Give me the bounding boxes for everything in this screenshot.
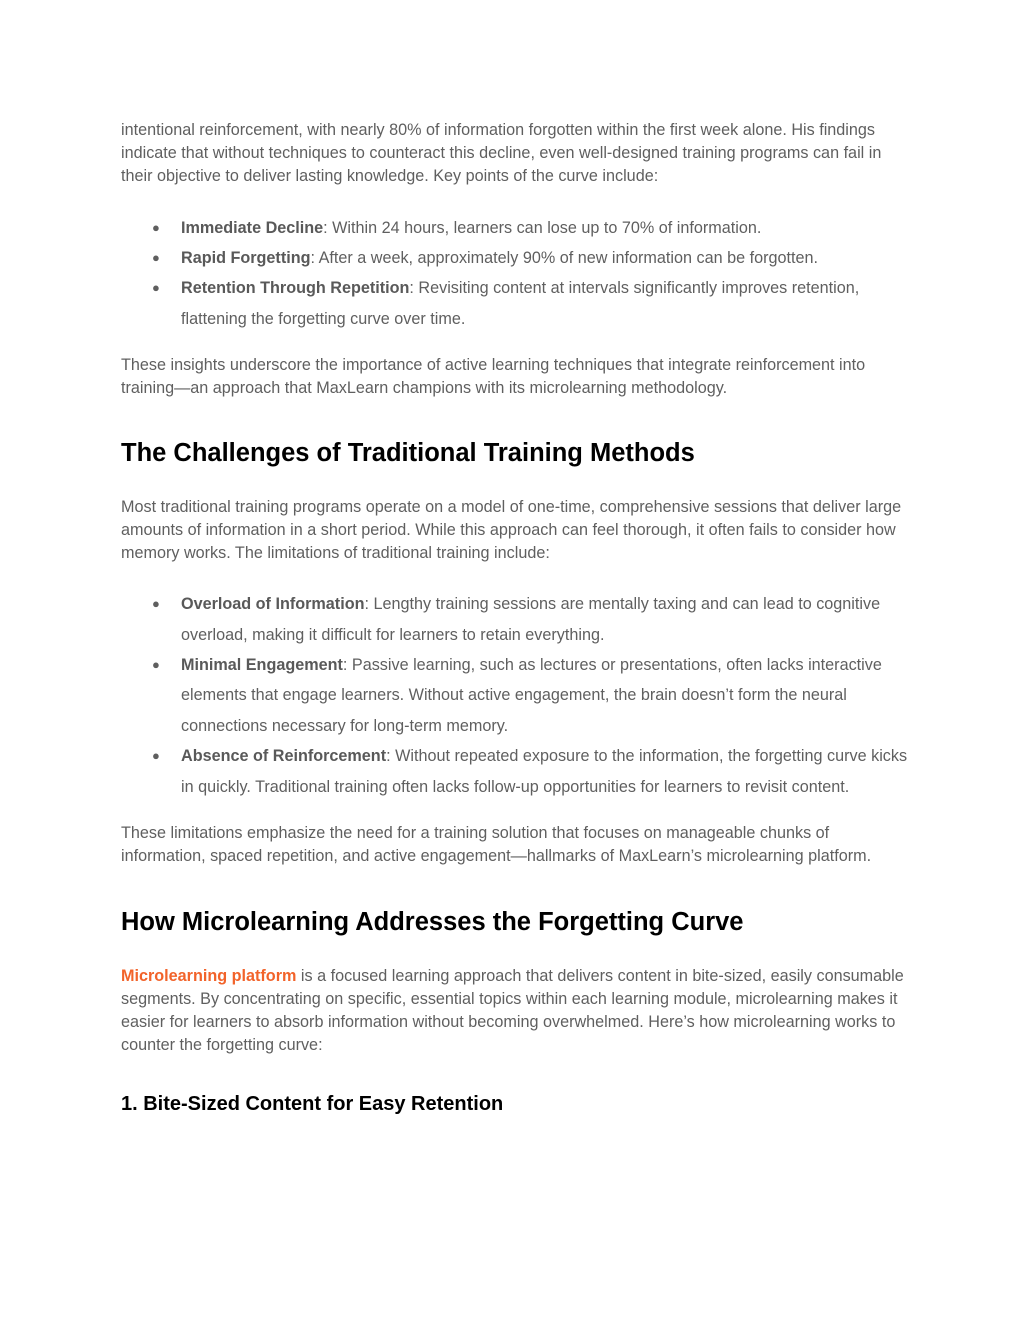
bullet-term: Rapid Forgetting bbox=[181, 249, 311, 268]
bullet-term: Minimal Engagement bbox=[181, 656, 343, 675]
bite-sized-subheading: 1. Bite-Sized Content for Easy Retention bbox=[121, 1093, 504, 1116]
challenges-bullet-list bbox=[121, 589, 911, 802]
intro-paragraph: intentional reinforcement, with nearly 80% of information forgotten within the first week alone. His findings indicate that without techniques to counteract this decline, even well-designed training programs can fail in their objective to deliver lasting knowledge. Key points of the curve include: bbox=[121, 121, 882, 186]
bullet-term: Overload of Information bbox=[181, 595, 365, 614]
bullet-icon: ● bbox=[152, 250, 160, 266]
bullet-icon: ● bbox=[152, 748, 160, 764]
bullet-text: : Passive learning, such as lectures or presentations, often lacks interactive elements that engage learners. Without active engagement, the brain doesn’t form the neural connections necessary for long-term memory. bbox=[181, 656, 882, 735]
bullet-text: : After a week, approximately 90% of new information can be forgotten. bbox=[310, 249, 818, 268]
bullet-text: : Within 24 hours, learners can lose up to 70% of information. bbox=[323, 218, 762, 237]
bullet-icon: ● bbox=[152, 280, 160, 296]
bullet-icon: ● bbox=[152, 219, 160, 235]
list-item bbox=[121, 243, 911, 273]
bullet-text: : Lengthy training sessions are mentally taxing and can lead to cognitive overload, making it difficult for learners to retain everything. bbox=[181, 595, 881, 644]
bullet-text: : Revisiting content at intervals significantly improves retention, flattening the forgetting curve over time. bbox=[181, 279, 860, 328]
list-item bbox=[121, 589, 911, 650]
challenges-paragraph: Most traditional training programs operate on a model of one-time, comprehensive sessions that deliver large amounts of information in a short period. While this approach can feel thorough, it often fails to consider how memory works. The limitations of traditional training include: bbox=[121, 497, 902, 563]
bullet-icon: ● bbox=[152, 596, 160, 612]
bullet-icon: ● bbox=[152, 657, 160, 673]
challenges-closing-paragraph: These limitations emphasize the need for a training solution that focuses on manageable chunks of information, spaced repetition, and active engagement—hallmarks of MaxLearn’s microlearning platform. bbox=[121, 824, 872, 866]
microlearning-heading: How Microlearning Addresses the Forgetting Curve bbox=[121, 907, 744, 936]
bullet-term: Retention Through Repetition bbox=[181, 279, 410, 298]
microlearning-platform-link[interactable]: Microlearning platform bbox=[121, 966, 297, 985]
intro-bullet-list bbox=[121, 213, 911, 335]
list-item bbox=[121, 213, 911, 243]
document-content bbox=[121, 119, 911, 1117]
challenges-heading: The Challenges of Traditional Training Methods bbox=[121, 438, 695, 467]
microlearning-paragraph bbox=[121, 965, 911, 1058]
bullet-text: : Without repeated exposure to the information, the forgetting curve kicks in quickly. Traditional training often lacks follow-up opportunities for learners to revisit content. bbox=[181, 747, 908, 796]
bullet-term: Absence of Reinforcement bbox=[181, 747, 387, 766]
microlearning-paragraph-text: is a focused learning approach that delivers content in bite-sized, easily consumable segments. By concentrating on specific, essential topics within each learning module, microlearning makes it easier for learners to absorb information without becoming overwhelmed. Here’s how microlearning works to counter the forgetting curve: bbox=[121, 966, 904, 1055]
bullet-term: Immediate Decline bbox=[181, 218, 324, 237]
list-item bbox=[121, 741, 911, 802]
list-item bbox=[121, 273, 911, 334]
list-item bbox=[121, 650, 911, 741]
intro-closing-paragraph: These insights underscore the importance of active learning techniques that integrate reinforcement into training—an approach that MaxLearn champions with its microlearning methodology. bbox=[121, 356, 866, 398]
